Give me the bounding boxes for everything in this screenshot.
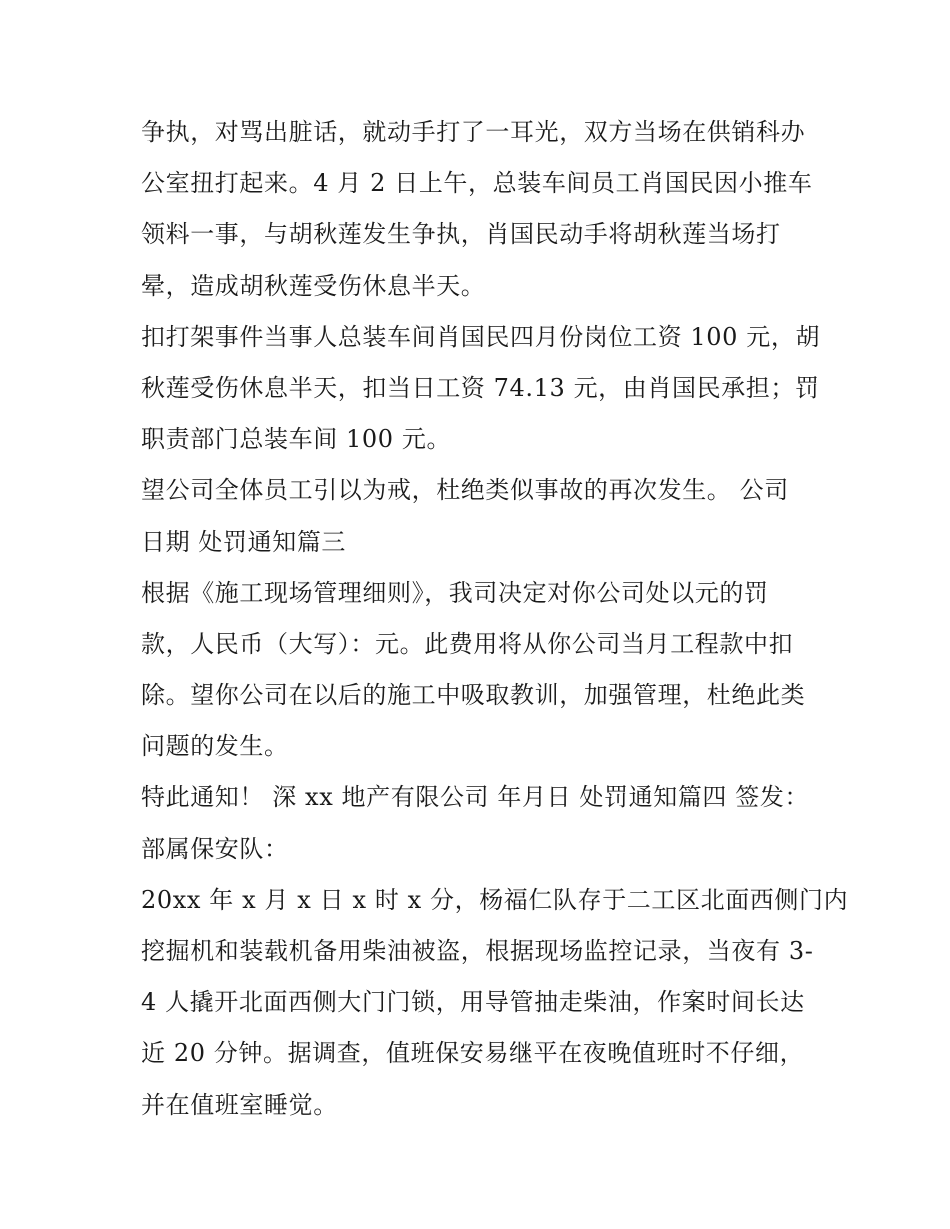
text-line: 领料一事，与胡秋莲发生争执，肖国民动手将胡秋莲当场打	[141, 220, 781, 249]
text-line: 部属保安队：	[141, 834, 289, 863]
body-text	[141, 107, 849, 1131]
text-line: 日期 处罚通知篇三	[141, 527, 347, 556]
text-line: 职责部门总装车间 100 元。	[141, 425, 452, 454]
text-line: 4 人撬开北面西侧大门门锁，用导管抽走柴油，作案时间长达	[141, 988, 805, 1017]
text-line: 晕，造成胡秋莲受伤休息半天。	[141, 271, 486, 300]
text-line: 款，人民币（大写）：元。此费用将从你公司当月工程款中扣	[141, 629, 794, 658]
text-line: 近 20 分钟。据调查，值班保安易继平在夜晚值班时不仔细，	[141, 1039, 805, 1068]
text-line: 秋莲受伤休息半天，扣当日工资 74.13 元，由肖国民承担；罚	[141, 373, 820, 402]
text-line: 根据《施工现场管理细则》，我司决定对你公司处以元的罚	[141, 578, 769, 607]
text-line: 并在值班室睡觉。	[141, 1090, 338, 1119]
text-line: 公室扭打起来。4 月 2 日上午，总装车间员工肖国民因小推车	[141, 169, 813, 198]
text-line: 扣打架事件当事人总装车间肖国民四月份岗位工资 100 元，胡	[141, 322, 821, 351]
text-line: 问题的发生。	[141, 732, 289, 761]
text-line: 除。望你公司在以后的施工中吸取教训，加强管理，杜绝此类	[141, 681, 806, 710]
text-line: 特此通知！ 深 xx 地产有限公司 年月日 处罚通知篇四 签发：	[141, 783, 810, 812]
text-line: 望公司全体员工引以为戒，杜绝类似事故的再次发生。 公司	[141, 476, 789, 505]
text-line: 争执，对骂出脏话，就动手打了一耳光，双方当场在供销科办	[141, 118, 806, 146]
text-line: 20xx 年 x 月 x 日 x 时 x 分，杨福仁队存于二工区北面西侧门内	[141, 885, 849, 914]
text-line: 挖掘机和装载机备用柴油被盗，根据现场监控记录，当夜有 3-	[141, 937, 814, 965]
